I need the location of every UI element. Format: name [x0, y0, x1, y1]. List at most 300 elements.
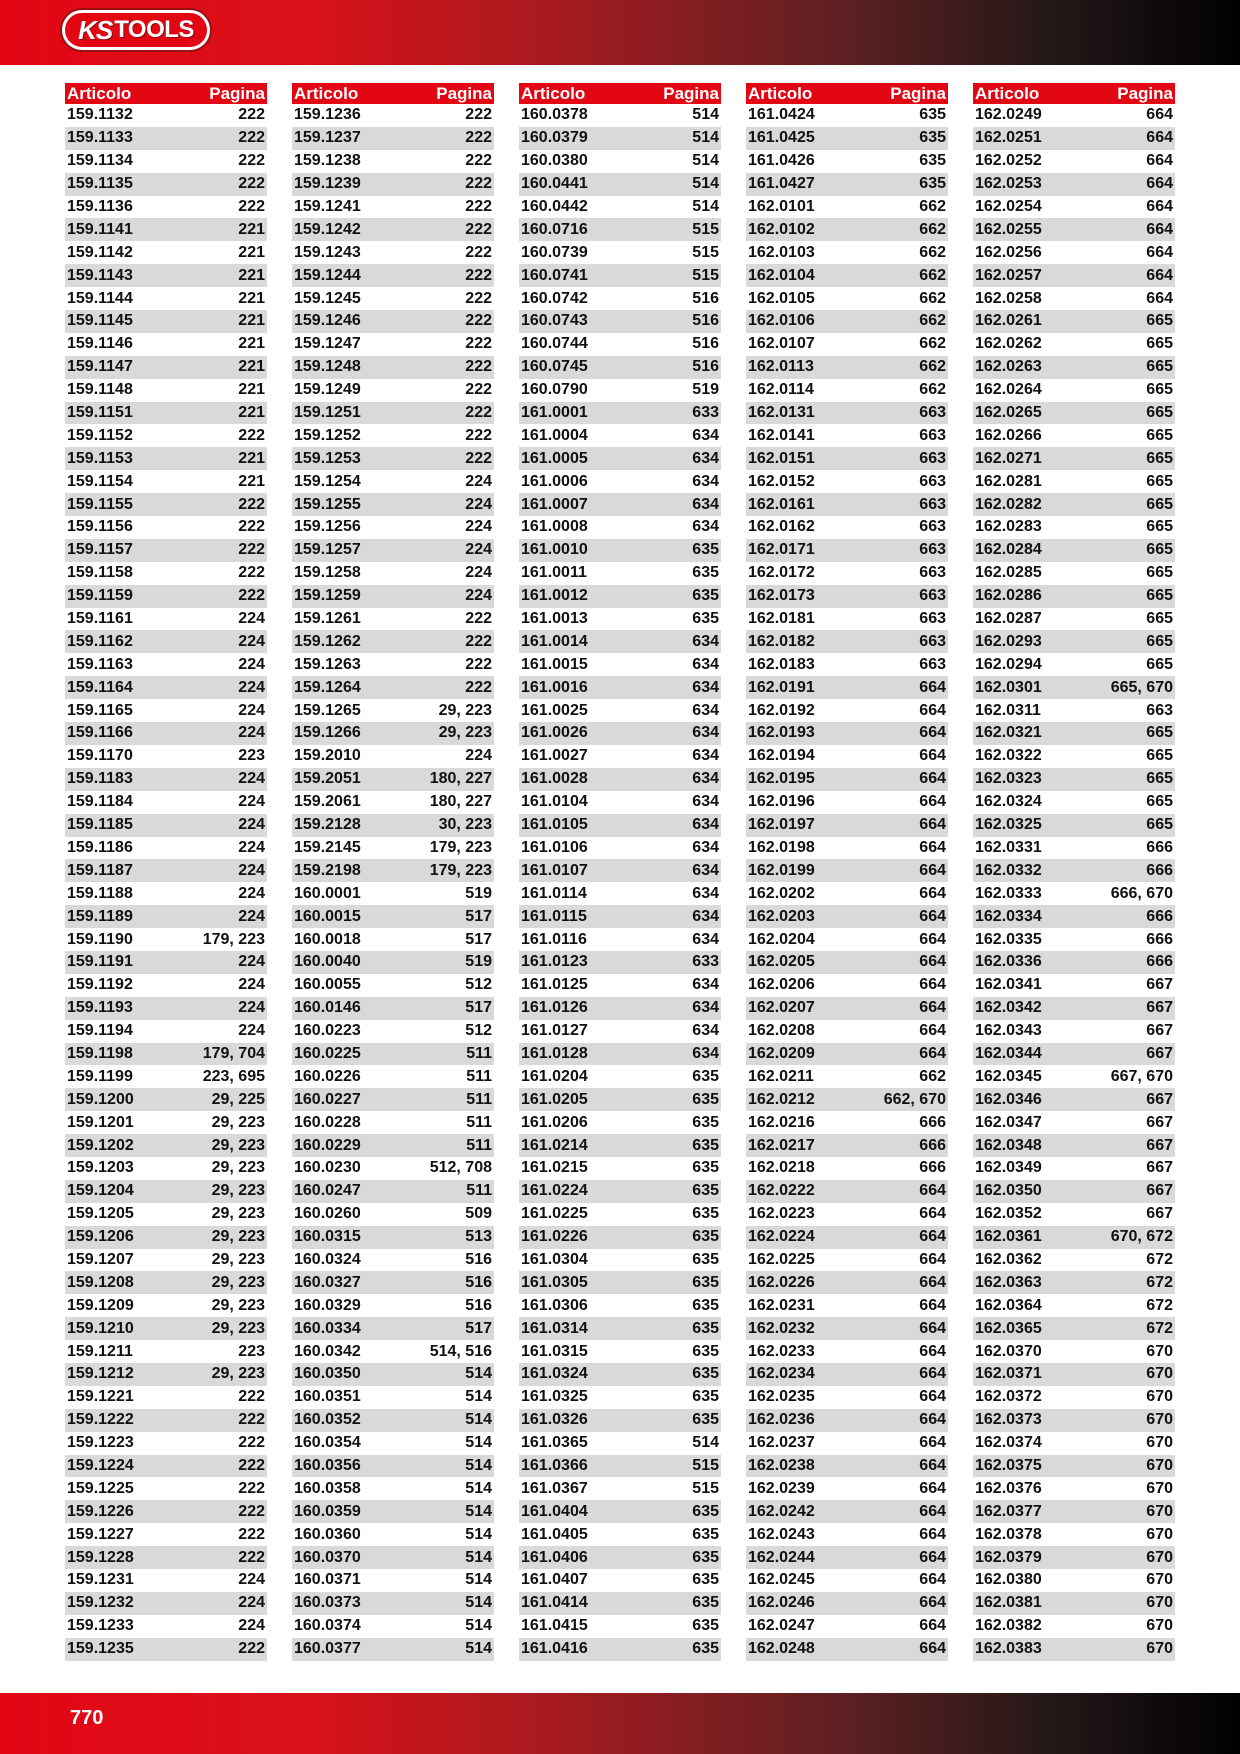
article-number: 159.1144 [67, 289, 133, 307]
article-number: 159.1233 [67, 1617, 134, 1635]
table-row [65, 608, 267, 631]
table-row [65, 310, 267, 333]
table-row [973, 1134, 1175, 1157]
table-row [519, 287, 721, 310]
table-row [973, 653, 1175, 676]
article-number: 162.0217 [748, 1136, 815, 1154]
page-reference: 222 [238, 1411, 265, 1429]
page-reference: 516 [465, 1296, 492, 1314]
table-row [973, 1546, 1175, 1569]
page-reference: 670 [1146, 1388, 1173, 1406]
table-row [746, 676, 948, 699]
page-reference: 664 [919, 999, 946, 1017]
article-number: 161.0105 [521, 816, 588, 834]
page-reference: 224 [238, 1571, 265, 1589]
page-reference: 670 [1146, 1502, 1173, 1520]
article-number: 162.0266 [975, 426, 1042, 444]
table-row [519, 974, 721, 997]
article-number: 162.0239 [748, 1479, 815, 1497]
table-row [519, 1432, 721, 1455]
table-row [519, 1111, 721, 1134]
header-pagina: Pagina [1117, 83, 1173, 103]
table-row [292, 722, 494, 745]
page-reference: 662 [919, 266, 946, 284]
table-row [746, 150, 948, 173]
article-number: 160.0370 [294, 1548, 361, 1566]
page-reference: 221 [238, 404, 265, 422]
table-row [519, 218, 721, 241]
page-reference: 664 [1146, 175, 1173, 193]
article-number: 159.1259 [294, 587, 361, 605]
article-number: 162.0209 [748, 1044, 815, 1062]
article-number: 160.0442 [521, 198, 588, 215]
table-row [746, 1546, 948, 1569]
article-number: 159.1204 [67, 1182, 134, 1200]
page-reference: 670 [1146, 1365, 1173, 1383]
page-reference: 635 [692, 1159, 719, 1177]
table-row [292, 264, 494, 287]
page-reference: 222 [238, 1640, 265, 1658]
table-row [746, 1592, 948, 1615]
table-row [519, 493, 721, 516]
table-row [746, 905, 948, 928]
footer-banner [0, 1693, 1240, 1754]
table-row [519, 1180, 721, 1203]
table-row [519, 1340, 721, 1363]
page-reference: 664 [1146, 152, 1173, 170]
page-reference: 514 [465, 1594, 492, 1612]
page-reference: 221 [238, 358, 265, 376]
article-number: 159.1185 [67, 816, 133, 834]
article-number: 162.0294 [975, 655, 1042, 673]
table-row [973, 997, 1175, 1020]
article-number: 162.0191 [748, 678, 815, 696]
table-row [519, 1363, 721, 1386]
page-reference: 634 [692, 770, 719, 788]
article-number: 162.0324 [975, 793, 1042, 811]
article-number: 159.1165 [67, 701, 133, 719]
article-number: 159.1193 [67, 999, 133, 1017]
page-reference: 634 [692, 701, 719, 719]
table-row [746, 1271, 948, 1294]
table-row [519, 402, 721, 425]
table-row [746, 173, 948, 196]
page-reference: 514 [465, 1571, 492, 1589]
article-number: 162.0237 [748, 1434, 815, 1452]
table-row [519, 1546, 721, 1569]
article-number: 162.0372 [975, 1388, 1042, 1406]
table-row [746, 1249, 948, 1272]
article-number: 162.0249 [975, 106, 1042, 124]
table-row [519, 676, 721, 699]
page-reference: 511 [466, 1044, 492, 1062]
article-number: 161.0026 [521, 724, 588, 742]
article-number: 159.1188 [67, 884, 133, 902]
article-number: 162.0352 [975, 1205, 1042, 1223]
article-number: 162.0114 [748, 381, 814, 399]
table-row [292, 1363, 494, 1386]
page-reference: 664 [919, 1594, 946, 1612]
table-row [519, 608, 721, 631]
page-reference: 222 [465, 678, 492, 696]
page-reference: 663 [919, 449, 946, 467]
table-row [292, 379, 494, 402]
table-row [65, 1180, 267, 1203]
table-row [746, 791, 948, 814]
table-row [973, 905, 1175, 928]
table-row [519, 562, 721, 585]
article-number: 162.0162 [748, 518, 815, 536]
page-reference: 222 [238, 1548, 265, 1566]
table-row [746, 264, 948, 287]
page-reference: 29, 225 [211, 1090, 265, 1108]
page-reference: 635 [692, 1365, 719, 1383]
article-number: 159.1207 [67, 1250, 134, 1268]
article-number: 162.0102 [748, 220, 815, 238]
table-row [519, 630, 721, 653]
header-pagina: Pagina [209, 83, 265, 103]
page-reference: 224 [465, 564, 492, 582]
table-row [292, 1455, 494, 1478]
table-row [973, 722, 1175, 745]
article-number: 162.0379 [975, 1548, 1042, 1566]
table-row [519, 951, 721, 974]
table-row [292, 150, 494, 173]
table-row [292, 676, 494, 699]
page-reference: 663 [919, 632, 946, 650]
article-number: 162.0321 [975, 724, 1042, 742]
article-number: 162.0293 [975, 632, 1042, 650]
page-reference: 224 [238, 724, 265, 742]
article-number: 159.1186 [67, 838, 133, 856]
article-number: 162.0345 [975, 1067, 1042, 1085]
table-row [65, 1249, 267, 1272]
table-row [519, 1249, 721, 1272]
article-number: 161.0365 [521, 1434, 588, 1452]
article-number: 160.0739 [521, 243, 588, 261]
table-row [292, 402, 494, 425]
page-reference: 670 [1146, 1342, 1173, 1360]
article-number: 159.1255 [294, 495, 361, 513]
table-row [519, 173, 721, 196]
article-number: 162.0271 [975, 449, 1042, 467]
table-row [292, 1546, 494, 1569]
article-number: 161.0104 [521, 793, 588, 811]
table-row [292, 333, 494, 356]
article-number: 159.1248 [294, 358, 361, 376]
page-reference: 222 [465, 632, 492, 650]
table-row [292, 1249, 494, 1272]
page-reference: 221 [238, 243, 265, 261]
article-number: 161.0008 [521, 518, 588, 536]
page-reference: 634 [692, 495, 719, 513]
table-row [65, 424, 267, 447]
table-row [519, 1157, 721, 1180]
article-index-table [65, 83, 1175, 1668]
table-row [519, 1065, 721, 1088]
article-number: 159.1166 [67, 724, 133, 742]
article-number: 162.0256 [975, 243, 1042, 261]
article-number: 161.0305 [521, 1273, 588, 1291]
article-number: 159.1152 [67, 426, 133, 444]
table-row [973, 1523, 1175, 1546]
page-reference: 511 [466, 1113, 492, 1131]
table-row [292, 859, 494, 882]
article-number: 159.1163 [67, 655, 133, 673]
page-reference: 664 [919, 1617, 946, 1635]
page-reference: 514 [692, 129, 719, 147]
article-number: 162.0212 [748, 1090, 815, 1108]
page-reference: 29, 223 [211, 1296, 265, 1314]
table-row [746, 1088, 948, 1111]
page-reference: 222 [465, 106, 492, 124]
page-reference: 665 [1146, 404, 1173, 422]
page-reference: 666 [1146, 907, 1173, 925]
article-number: 160.0329 [294, 1296, 361, 1314]
article-number: 160.0055 [294, 976, 361, 994]
article-number: 162.0364 [975, 1296, 1042, 1314]
page-reference: 666 [1146, 930, 1173, 948]
article-number: 162.0223 [748, 1205, 815, 1223]
page-reference: 670 [1146, 1456, 1173, 1474]
header-pagina: Pagina [436, 83, 492, 103]
page-reference: 664 [919, 678, 946, 696]
article-number: 160.0359 [294, 1502, 361, 1520]
article-number: 161.0007 [521, 495, 588, 513]
article-number: 162.0198 [748, 838, 815, 856]
page-reference: 667 [1146, 1090, 1173, 1108]
page-reference: 665 [1146, 770, 1173, 788]
table-row [292, 1569, 494, 1592]
article-number: 162.0362 [975, 1250, 1042, 1268]
table-row [973, 814, 1175, 837]
table-row [519, 1477, 721, 1500]
article-number: 162.0105 [748, 289, 815, 307]
page-reference: 672 [1146, 1273, 1173, 1291]
table-row [973, 104, 1175, 127]
page-reference: 665 [1146, 655, 1173, 673]
article-number: 159.1208 [67, 1273, 134, 1291]
page-reference: 635 [692, 1182, 719, 1200]
article-number: 159.1237 [294, 129, 361, 147]
table-row [746, 104, 948, 127]
article-number: 162.0242 [748, 1502, 815, 1520]
page-reference: 635 [692, 610, 719, 628]
table-row [65, 630, 267, 653]
table-row [519, 1523, 721, 1546]
logo-tools-mark: TOOLS [114, 16, 194, 43]
table-row [292, 745, 494, 768]
table-row [65, 653, 267, 676]
page-reference: 634 [692, 816, 719, 834]
table-row [65, 1432, 267, 1455]
article-number: 161.0128 [521, 1044, 588, 1062]
article-number: 162.0365 [975, 1319, 1042, 1337]
article-number: 159.1156 [67, 518, 133, 536]
index-column [746, 83, 948, 1661]
table-row [292, 1226, 494, 1249]
page-reference: 180, 227 [429, 793, 492, 811]
table-row [519, 768, 721, 791]
table-row [519, 1638, 721, 1661]
article-number: 159.1136 [67, 198, 133, 215]
article-number: 159.2145 [294, 838, 361, 856]
article-number: 162.0141 [748, 426, 815, 444]
page-reference: 222 [465, 266, 492, 284]
article-number: 162.0238 [748, 1456, 815, 1474]
table-row [292, 814, 494, 837]
table-row [65, 1294, 267, 1317]
article-number: 159.1238 [294, 152, 361, 170]
article-number: 161.0406 [521, 1548, 588, 1566]
article-number: 162.0257 [975, 266, 1042, 284]
table-row [292, 1386, 494, 1409]
page-reference: 222 [238, 175, 265, 193]
table-row [292, 905, 494, 928]
article-number: 159.2010 [294, 747, 361, 765]
page-reference: 664 [919, 1319, 946, 1337]
page-reference: 509 [465, 1205, 492, 1223]
page-reference: 667 [1146, 1159, 1173, 1177]
table-row [746, 539, 948, 562]
table-row [973, 699, 1175, 722]
table-row [65, 1592, 267, 1615]
article-number: 161.0214 [521, 1136, 588, 1154]
table-row [746, 424, 948, 447]
page-reference: 666 [1146, 861, 1173, 879]
table-row [519, 837, 721, 860]
table-row [746, 1226, 948, 1249]
table-row [292, 1432, 494, 1455]
header-pagina: Pagina [663, 83, 719, 103]
page-reference: 667 [1146, 976, 1173, 994]
article-number: 160.0334 [294, 1319, 361, 1337]
header-articolo: Articolo [521, 83, 586, 103]
page-reference: 634 [692, 426, 719, 444]
page-reference: 667 [1146, 1022, 1173, 1040]
page-reference: 665 [1146, 426, 1173, 444]
article-number: 161.0416 [521, 1640, 588, 1658]
page-reference: 670 [1146, 1411, 1173, 1429]
page-reference: 224 [465, 587, 492, 605]
page-reference: 665 [1146, 495, 1173, 513]
table-row [292, 1340, 494, 1363]
article-number: 159.1203 [67, 1159, 134, 1177]
article-number: 162.0246 [748, 1594, 815, 1612]
page-reference: 662 [919, 335, 946, 353]
column-header [746, 83, 948, 104]
page-reference: 665 [1146, 541, 1173, 559]
article-number: 162.0348 [975, 1136, 1042, 1154]
article-number: 162.0255 [975, 220, 1042, 238]
page-reference: 29, 223 [438, 724, 492, 742]
table-row [519, 264, 721, 287]
page-reference: 224 [465, 518, 492, 536]
table-row [973, 447, 1175, 470]
article-number: 162.0181 [748, 610, 815, 628]
page-reference: 514 [692, 175, 719, 193]
page-reference: 665 [1146, 335, 1173, 353]
table-row [65, 1020, 267, 1043]
article-number: 162.0251 [975, 129, 1042, 147]
article-number: 162.0113 [748, 358, 814, 376]
page-reference: 665 [1146, 358, 1173, 376]
table-row [519, 516, 721, 539]
article-number: 161.0004 [521, 426, 588, 444]
page-reference: 179, 223 [429, 838, 492, 856]
table-row [973, 218, 1175, 241]
table-row [519, 905, 721, 928]
page-reference: 635 [692, 1250, 719, 1268]
page-reference: 29, 223 [211, 1136, 265, 1154]
article-number: 161.0011 [521, 564, 587, 582]
page-reference: 224 [465, 747, 492, 765]
page-reference: 670 [1146, 1434, 1173, 1452]
table-row [65, 676, 267, 699]
table-row [65, 1134, 267, 1157]
page-reference: 222 [465, 220, 492, 238]
article-number: 162.0335 [975, 930, 1042, 948]
page-reference: 519 [465, 953, 492, 971]
table-row [65, 1386, 267, 1409]
page-reference: 223, 695 [202, 1067, 265, 1085]
table-row [973, 630, 1175, 653]
page-reference: 29, 223 [211, 1159, 265, 1177]
table-row [292, 127, 494, 150]
table-row [65, 1409, 267, 1432]
table-row [746, 287, 948, 310]
table-row [65, 1271, 267, 1294]
article-number: 159.1254 [294, 472, 361, 490]
page-reference: 221 [238, 381, 265, 399]
article-number: 162.0235 [748, 1388, 815, 1406]
article-number: 160.0378 [521, 106, 588, 124]
table-row [746, 493, 948, 516]
article-number: 159.1201 [67, 1113, 134, 1131]
page-reference: 634 [692, 907, 719, 925]
table-row [292, 1271, 494, 1294]
table-row [973, 768, 1175, 791]
table-row [746, 447, 948, 470]
page-reference: 634 [692, 884, 719, 902]
article-number: 159.1148 [67, 381, 133, 399]
ks-tools-logo [62, 10, 210, 50]
table-row [519, 814, 721, 837]
page-reference: 667 [1146, 1136, 1173, 1154]
article-number: 162.0202 [748, 884, 815, 902]
page-reference: 666 [919, 1113, 946, 1131]
page-reference: 664 [919, 1525, 946, 1543]
table-row [65, 1638, 267, 1661]
page-reference: 635 [692, 1090, 719, 1108]
page-reference: 515 [692, 1479, 719, 1497]
table-row [292, 173, 494, 196]
article-number: 161.0226 [521, 1228, 588, 1246]
article-number: 162.0301 [975, 678, 1042, 696]
article-number: 162.0382 [975, 1617, 1042, 1635]
table-row [746, 653, 948, 676]
article-number: 159.1147 [67, 358, 133, 376]
table-row [519, 722, 721, 745]
article-number: 162.0152 [748, 472, 815, 490]
table-row [292, 539, 494, 562]
table-row [746, 1134, 948, 1157]
page-reference: 222 [465, 175, 492, 193]
page-reference: 224 [238, 655, 265, 673]
page-reference: 514 [465, 1617, 492, 1635]
page-reference: 662 [919, 312, 946, 330]
article-number: 162.0370 [975, 1342, 1042, 1360]
